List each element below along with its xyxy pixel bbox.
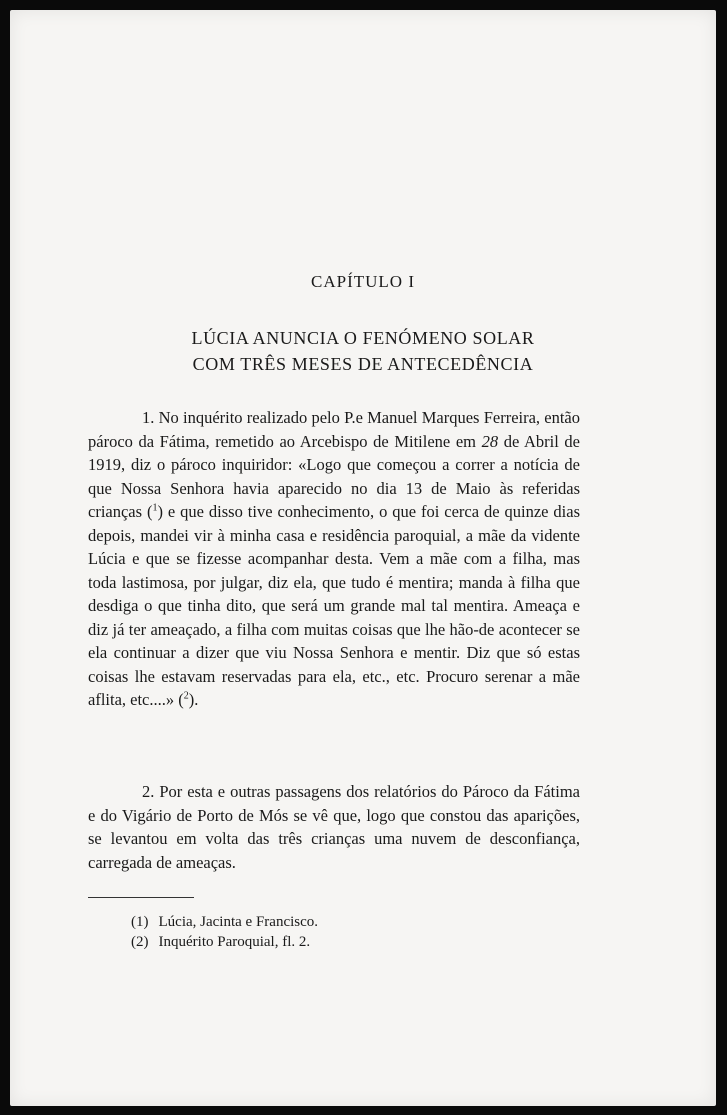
footnote-divider <box>88 897 194 898</box>
book-page <box>10 10 716 1106</box>
footnote-2 <box>131 932 310 952</box>
chapter-title-line-2: COM TRÊS MESES DE ANTECEDÊNCIA <box>192 354 534 374</box>
footnote-ref-2: 2 <box>183 690 189 702</box>
paragraph-2: 2. Por esta e outras passagens dos relatórios do Pároco da Fátima e do Vigário de Porto de Mós se vê que, logo que constou das aparições, se levantou em volta das três crianças uma nuvem de desconfiança, carregada de ameaças. <box>88 782 580 872</box>
paragraph-1 <box>88 406 580 712</box>
paragraph-1-part-c: ) e que disso tive conhecimento, o que foi cerca de quinze dias depois, mandei vir à minha casa e residência paroquial, a mãe da vidente Lúcia e que se fizesse acompanhar desta. Vem a mãe com a filha, mas toda lastimosa, por julgar, diz ela, que tudo é mentira; manda à filha que desdiga o que tinha dito, que será um grande mal tal mentira. Ameaça e diz já ter ameaçado, a filha com muitas coisas que lhe hão-de acontecer se ela continuar a dizer que viu Nossa Senhora e mentir. Diz que só estas coisas lhe estavam reservadas para ela, etc., etc. Procuro serenar a mãe aflita, etc....» ( <box>88 502 580 709</box>
footnote-2-text: Inquérito Paroquial, fl. 2. <box>158 934 311 950</box>
footnote-2-mark: (2) <box>131 934 149 950</box>
paragraph-1-part-d: ). <box>188 690 199 709</box>
chapter-title-line-1: LÚCIA ANUNCIA O FENÓMENO SOLAR <box>191 328 535 348</box>
paragraph-1-part-a: 1. No inquérito realizado pelo P.e Manuel Marques Ferreira, então pároco da Fátima, remetido ao Arcebispo de Mitilene em <box>88 408 580 451</box>
footnote-ref-1: 1 <box>152 502 158 514</box>
footnote-1-mark: (1) <box>131 914 149 930</box>
chapter-heading: CAPÍTULO I <box>311 272 415 291</box>
paragraph-1-part-b: de Abril de 1919, diz o pároco inquiridor: «Logo que começou a correr a notícia de que Nossa Senhora havia aparecido no dia 13 de Maio às referidas crianças ( <box>88 431 580 521</box>
date-day: 28 <box>481 431 499 451</box>
footnote-1 <box>131 912 318 932</box>
footnote-1-text: Lúcia, Jacinta e Francisco. <box>158 914 319 930</box>
